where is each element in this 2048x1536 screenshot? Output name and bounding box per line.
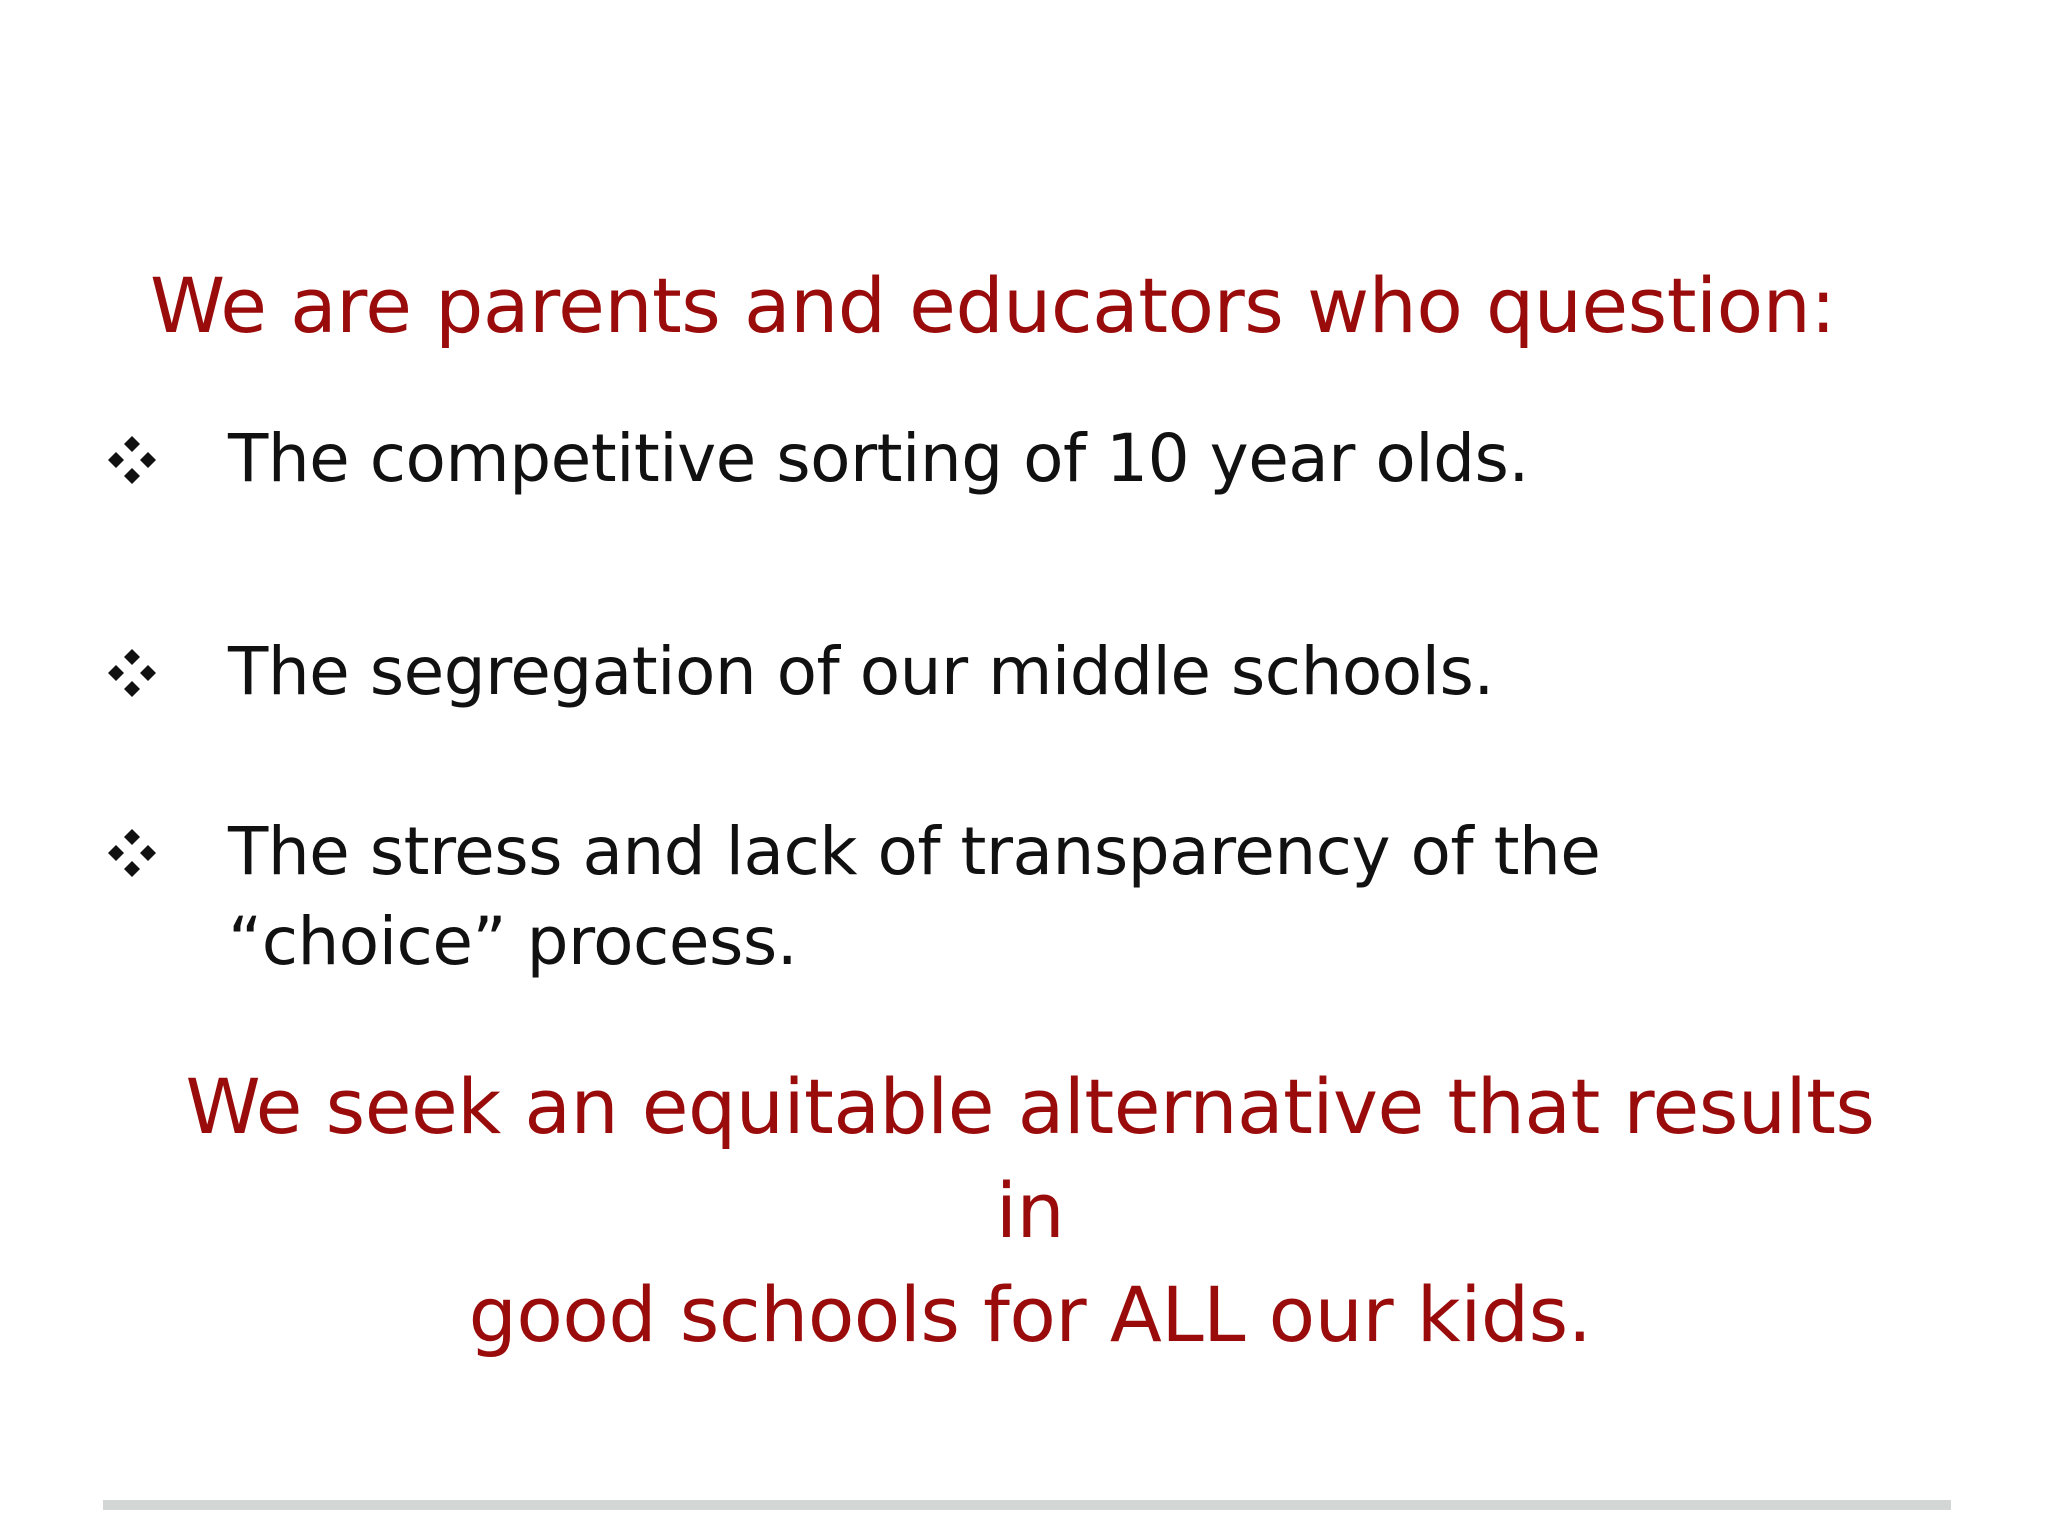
closing-statement <box>140 1055 1920 1367</box>
bullet-text: The competitive sorting of 10 year olds. <box>228 420 1529 497</box>
closing-line-1: We seek an equitable alternative that results in <box>185 1062 1875 1255</box>
bullet-item <box>106 627 1848 717</box>
bullet-text: The segregation of our middle schools. <box>228 633 1494 710</box>
bullet-item <box>106 414 1848 504</box>
four-diamonds-bullet-icon <box>106 647 158 699</box>
closing-line-2: good schools for ALL our kids. <box>468 1270 1592 1359</box>
four-diamonds-bullet-icon <box>106 434 158 486</box>
footer-divider <box>103 1500 1951 1510</box>
bullet-text: The stress and lack of transparency of the “choice” process. <box>228 813 1601 980</box>
four-diamonds-bullet-icon <box>106 827 158 879</box>
bullet-item <box>106 807 1848 987</box>
slide-heading: We are parents and educators who question: <box>150 261 1836 350</box>
